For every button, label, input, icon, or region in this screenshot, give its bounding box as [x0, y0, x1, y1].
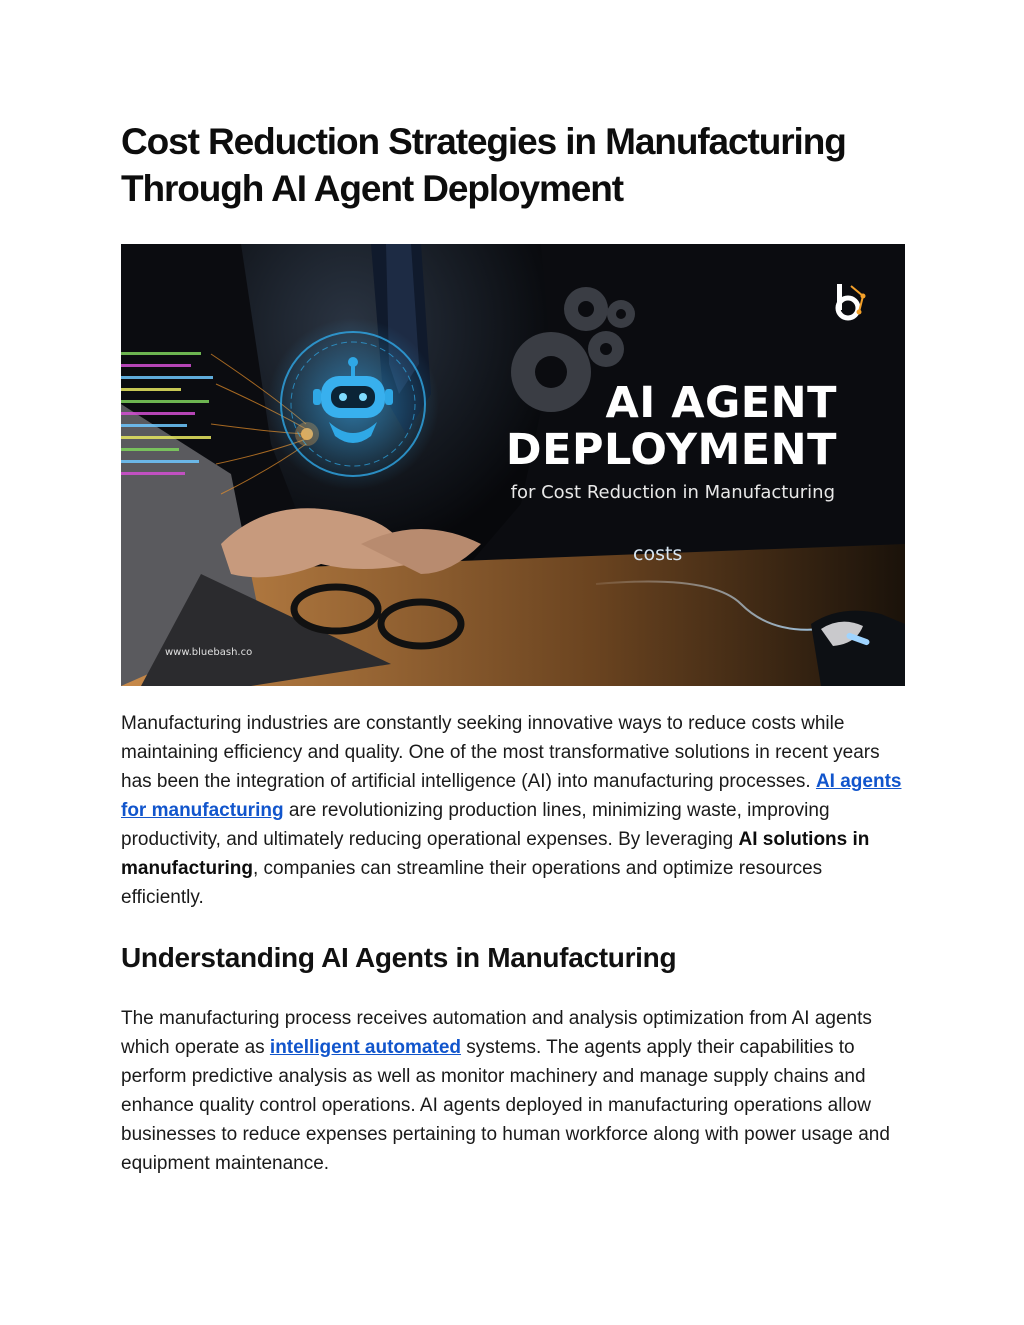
page-title: Cost Reduction Strategies in Manufacturing Through AI Agent Deployment: [121, 121, 846, 209]
section-text-1: The manufacturing process receives automation and analysis optimization from AI agents which operate as: [121, 1008, 872, 1058]
intro-text-2: are revolutionizing production lines, minimizing waste, improving productivity, and ultimately reducing operational expenses. By leveraging: [121, 800, 830, 850]
link-ai-agents-for-manufacturing[interactable]: AI agents for manufacturing: [121, 771, 902, 821]
intro-paragraph: [121, 709, 906, 912]
section-text-2: systems. The agents apply their capabilities to perform predictive analysis as well as monitor machinery and manage supply chains and enhance quality control operations. AI agents deployed in manufacturing operations allow businesses to reduce expenses pertaining to human workforce along with power usage and equipment maintenance.: [121, 1037, 890, 1174]
section-heading: Understanding AI Agents in Manufacturing: [121, 942, 677, 973]
intro-text-1: Manufacturing industries are constantly seeking innovative ways to reduce costs while maintaining efficiency and quality. One of the most transformative solutions in recent years has been the integration of artificial intelligence (AI) into manufacturing processes.: [121, 713, 880, 792]
hero-costs-label: costs: [633, 543, 683, 565]
hero-image: [121, 244, 905, 686]
document-page: [121, 118, 906, 1178]
hero-website: www.bluebash.co: [165, 647, 253, 658]
bluebash-logo-icon: [833, 282, 869, 327]
intro-bold-ai-solutions: AI solutions in manufacturing: [121, 829, 870, 879]
hero-headline: AI AGENT DEPLOYMENT: [505, 378, 837, 475]
intro-text-3: , companies can streamline their operations and optimize resources efficiently.: [121, 858, 823, 908]
section-paragraph: [121, 1004, 906, 1178]
link-intelligent-automated[interactable]: intelligent automated: [269, 1037, 461, 1058]
hero-subtitle: for Cost Reduction in Manufacturing: [510, 482, 835, 503]
